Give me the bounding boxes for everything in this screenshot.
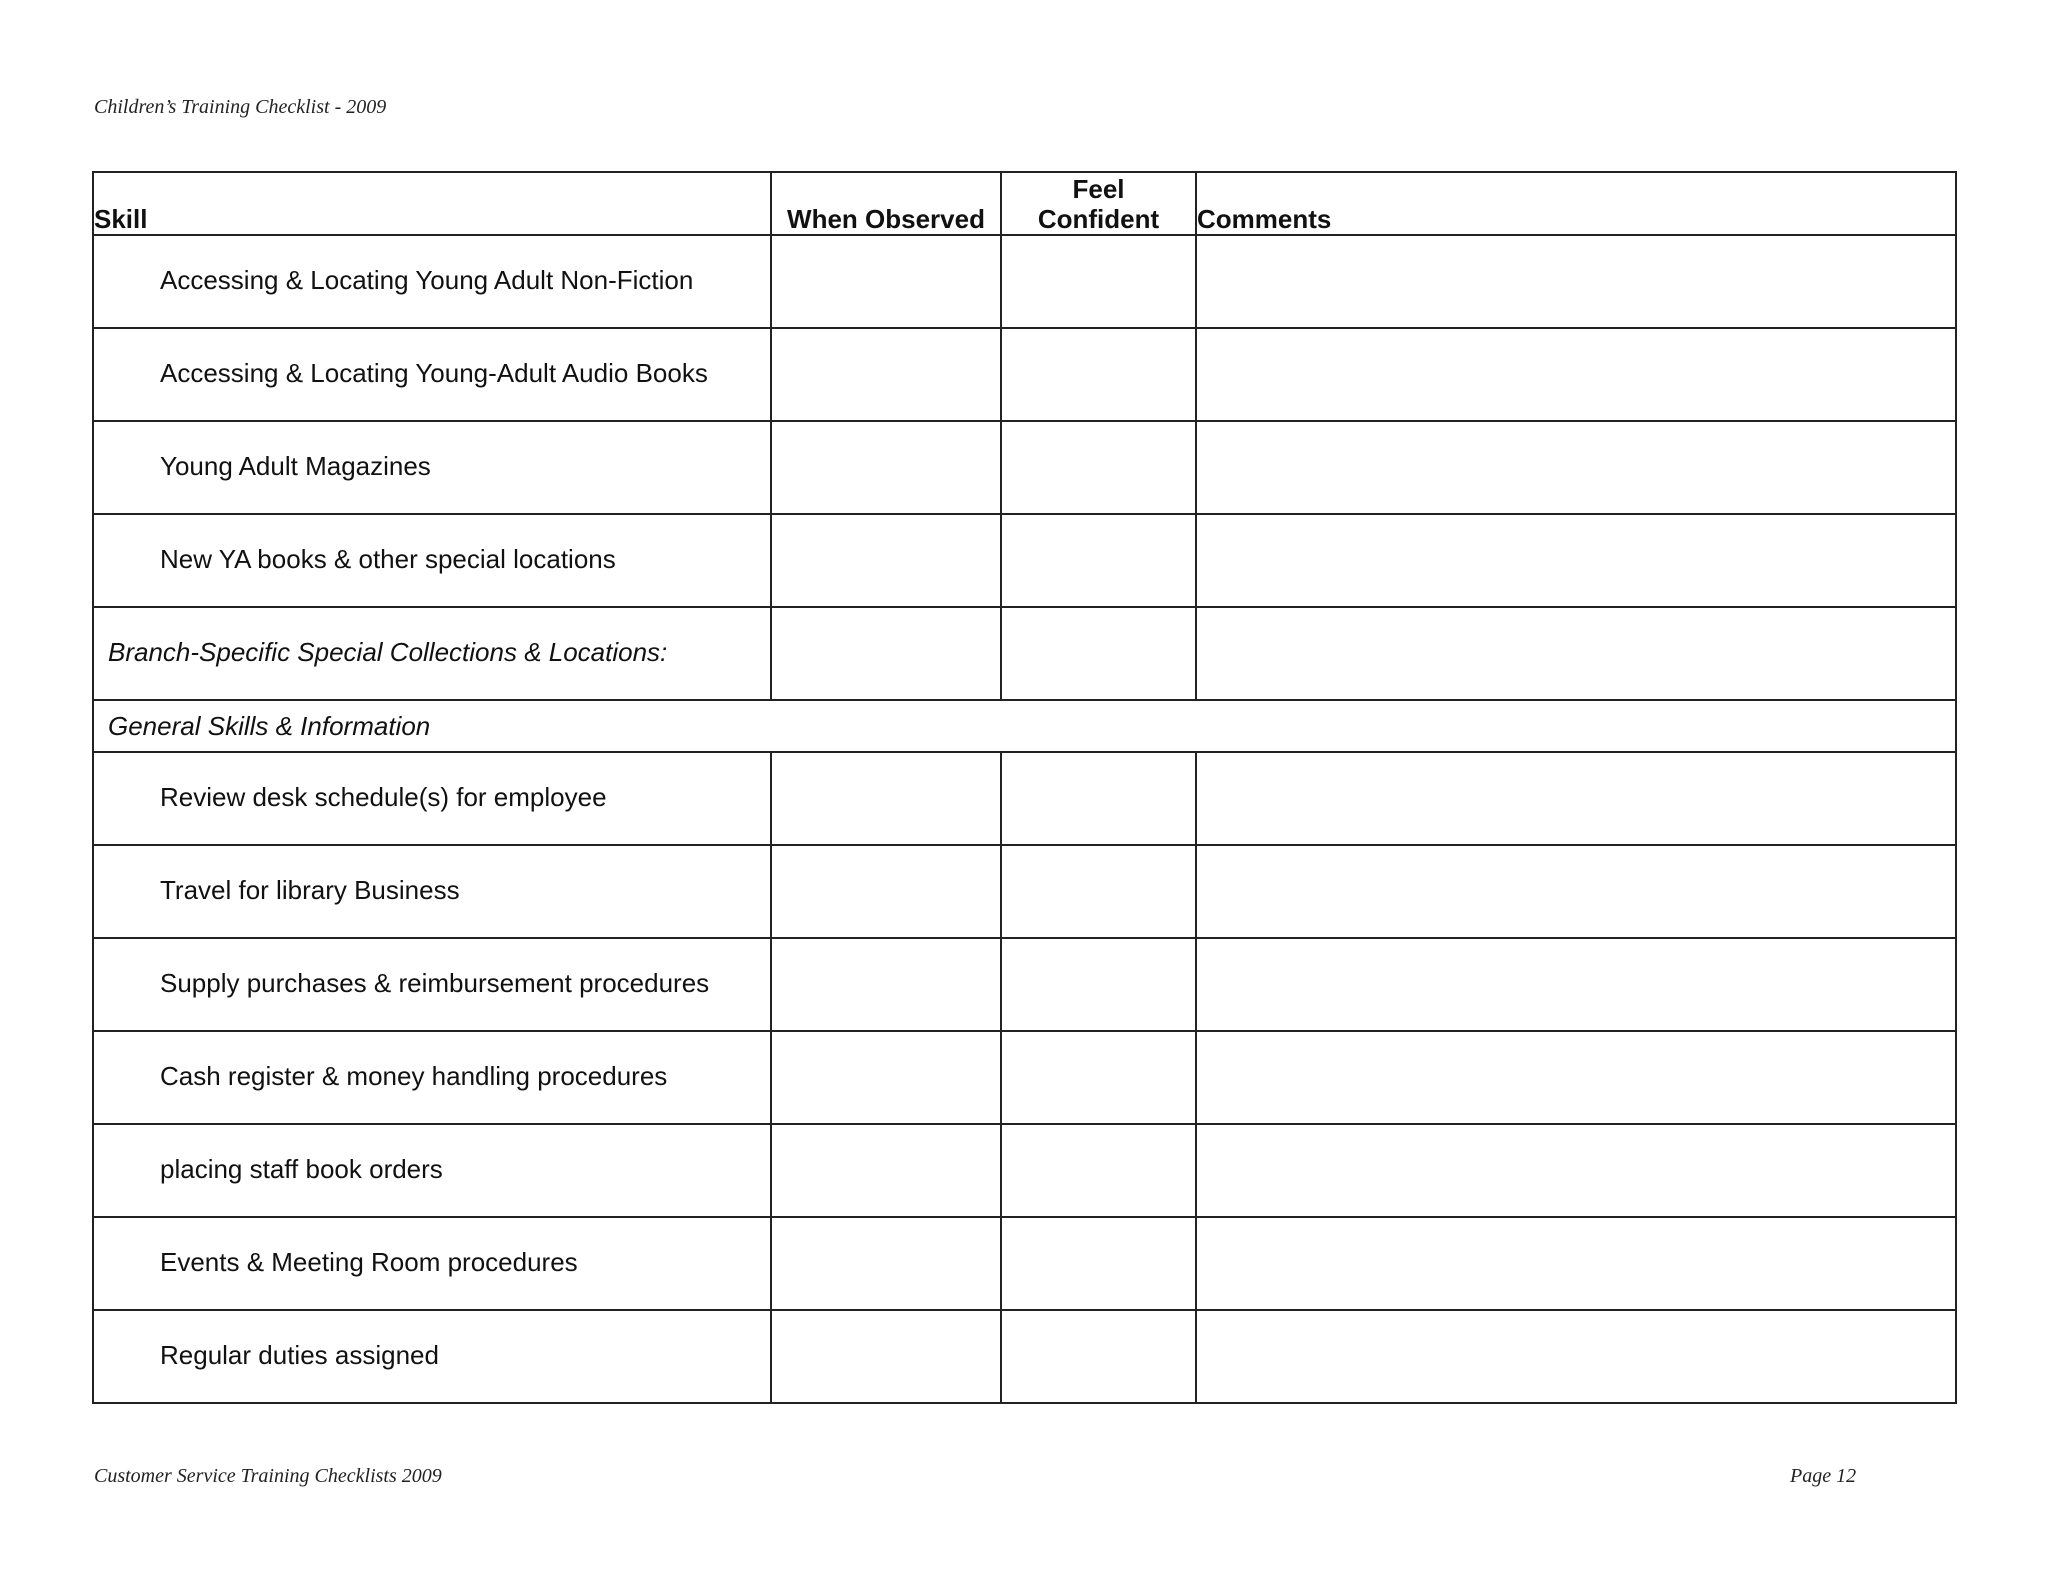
table-row — [93, 328, 1956, 421]
when-observed-cell[interactable] — [771, 607, 1001, 700]
when-observed-cell[interactable] — [771, 938, 1001, 1031]
footer-left: Customer Service Training Checklists 2009 — [94, 1465, 442, 1487]
table-row — [93, 938, 1956, 1031]
feel-confident-cell[interactable] — [1001, 1124, 1196, 1217]
skill-cell: Events & Meeting Room procedures — [93, 1217, 771, 1310]
comments-cell[interactable] — [1196, 845, 1956, 938]
skill-cell: Regular duties assigned — [93, 1310, 771, 1403]
comments-cell[interactable] — [1196, 514, 1956, 607]
comments-cell[interactable] — [1196, 1217, 1956, 1310]
when-observed-cell[interactable] — [771, 752, 1001, 845]
column-header-skill: Skill — [93, 172, 771, 235]
table-row — [93, 607, 1956, 700]
comments-cell[interactable] — [1196, 421, 1956, 514]
feel-confident-cell[interactable] — [1001, 235, 1196, 328]
table-row — [93, 752, 1956, 845]
comments-cell[interactable] — [1196, 607, 1956, 700]
skill-cell: Young Adult Magazines — [93, 421, 771, 514]
feel-confident-cell[interactable] — [1001, 607, 1196, 700]
feel-confident-cell[interactable] — [1001, 1031, 1196, 1124]
feel-confident-cell[interactable] — [1001, 514, 1196, 607]
when-observed-cell[interactable] — [771, 1217, 1001, 1310]
training-checklist-table — [92, 171, 1957, 1404]
feel-confident-line-1: Feel — [1072, 174, 1125, 204]
feel-confident-cell[interactable] — [1001, 752, 1196, 845]
table-row — [93, 1217, 1956, 1310]
section-header-row — [93, 700, 1956, 752]
comments-cell[interactable] — [1196, 1124, 1956, 1217]
page-number: Page 12 — [1790, 1465, 1857, 1487]
table-row — [93, 421, 1956, 514]
table-row — [93, 1310, 1956, 1403]
column-header-when-observed: When Observed — [771, 172, 1001, 235]
table-row — [93, 1124, 1956, 1217]
comments-cell[interactable] — [1196, 938, 1956, 1031]
running-header: Children’s Training Checklist - 2009 — [94, 96, 387, 118]
table-row — [93, 235, 1956, 328]
skill-cell: Review desk schedule(s) for employee — [93, 752, 771, 845]
table-header-row — [93, 172, 1956, 235]
skill-cell: placing staff book orders — [93, 1124, 771, 1217]
comments-cell[interactable] — [1196, 752, 1956, 845]
feel-confident-cell[interactable] — [1001, 1217, 1196, 1310]
table-row — [93, 514, 1956, 607]
when-observed-cell[interactable] — [771, 235, 1001, 328]
when-observed-cell[interactable] — [771, 421, 1001, 514]
when-observed-cell[interactable] — [771, 1124, 1001, 1217]
comments-cell[interactable] — [1196, 1031, 1956, 1124]
feel-confident-cell[interactable] — [1001, 1310, 1196, 1403]
column-header-feel-confident — [1001, 172, 1196, 235]
feel-confident-cell[interactable] — [1001, 845, 1196, 938]
comments-cell[interactable] — [1196, 328, 1956, 421]
when-observed-cell[interactable] — [771, 514, 1001, 607]
table-row — [93, 1031, 1956, 1124]
skill-cell: Supply purchases & reimbursement procedures — [93, 938, 771, 1031]
column-header-comments: Comments — [1196, 172, 1956, 235]
feel-confident-cell[interactable] — [1001, 938, 1196, 1031]
when-observed-cell[interactable] — [771, 845, 1001, 938]
feel-confident-cell[interactable] — [1001, 421, 1196, 514]
skill-cell: Travel for library Business — [93, 845, 771, 938]
skill-cell-branch-specific: Branch-Specific Special Collections & Locations: — [93, 607, 771, 700]
feel-confident-line-2: Confident — [1037, 204, 1160, 234]
skill-cell: New YA books & other special locations — [93, 514, 771, 607]
when-observed-cell[interactable] — [771, 1031, 1001, 1124]
skill-cell: Cash register & money handling procedures — [93, 1031, 771, 1124]
skill-cell: Accessing & Locating Young Adult Non-Fiction — [93, 235, 771, 328]
comments-cell[interactable] — [1196, 235, 1956, 328]
section-title: General Skills & Information — [93, 700, 1956, 752]
table-row — [93, 845, 1956, 938]
when-observed-cell[interactable] — [771, 1310, 1001, 1403]
when-observed-cell[interactable] — [771, 328, 1001, 421]
comments-cell[interactable] — [1196, 1310, 1956, 1403]
skill-cell: Accessing & Locating Young-Adult Audio Books — [93, 328, 771, 421]
feel-confident-cell[interactable] — [1001, 328, 1196, 421]
